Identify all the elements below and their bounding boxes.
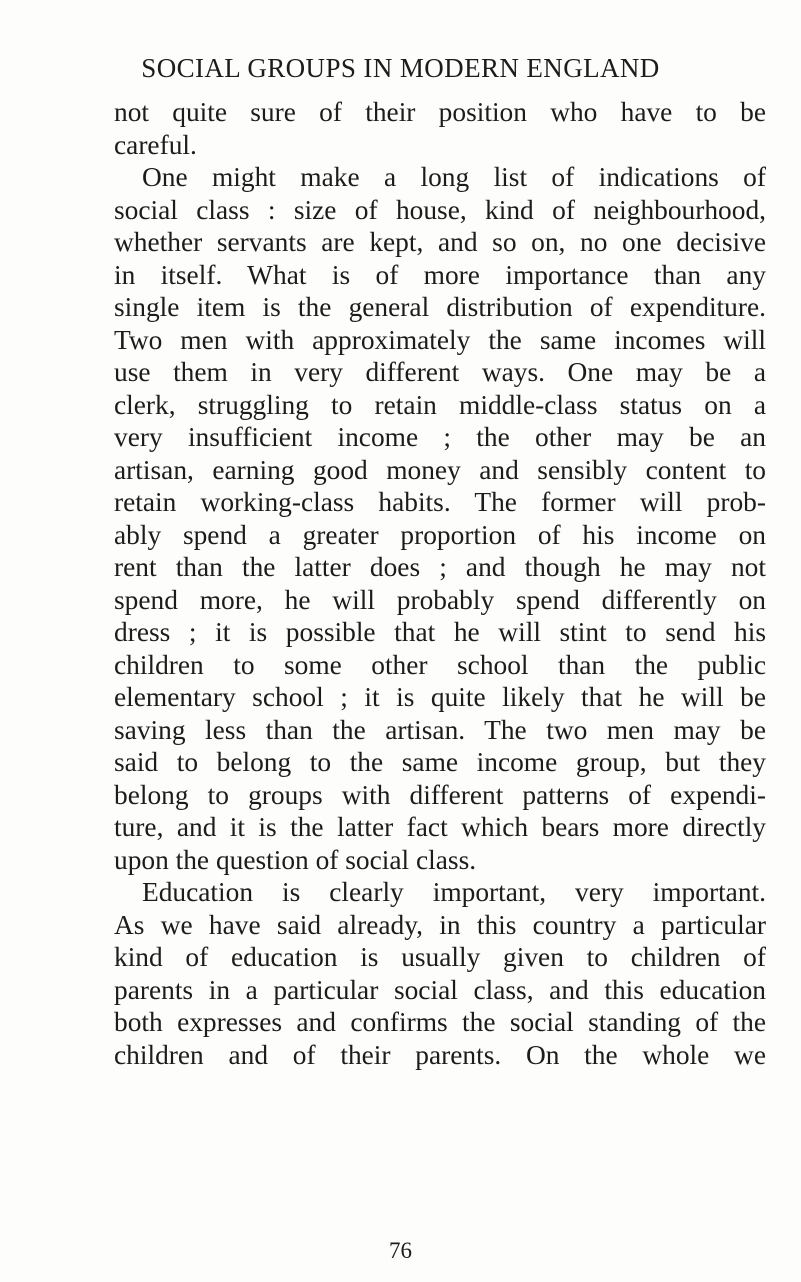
text-line: not quite sure of their position who have to be [114, 97, 766, 127]
text-line: ture, and it is the latter fact which bears more directly [114, 812, 766, 842]
text-line: belong to groups with different patterns of expendi- [114, 779, 766, 810]
text-line: children and of their parents. On the whole we [114, 1039, 766, 1070]
text-line: Two men with approximately the same incomes will [114, 324, 766, 355]
text-line: whether servants are kept, and so on, no one decisive [114, 227, 766, 257]
text-line: social class : size of house, kind of neighbourhood, [114, 194, 766, 225]
text-line: One might make a long list of indications of [142, 162, 766, 192]
text-line: careful. [114, 129, 197, 160]
text-line: dress ; it is possible that he will stint to send his [114, 617, 766, 647]
text-line: parents in a particular social class, and this education [114, 974, 766, 1005]
text-line: retain working-class habits. The former will prob- [114, 487, 766, 517]
text-line: rent than the latter does ; and though he may not [114, 552, 766, 582]
body-text [114, 96, 766, 1071]
text-line: spend more, he will probably spend differently on [114, 584, 766, 615]
text-line: very insufficient income ; the other may be an [114, 422, 766, 452]
text-line: As we have said already, in this country a particular [114, 909, 766, 940]
text-line: Education is clearly important, very important. [142, 877, 766, 907]
text-line: upon the question of social class. [114, 844, 477, 875]
text-line: children to some other school than the public [114, 649, 766, 680]
text-line: saving less than the artisan. The two men may be [114, 714, 766, 745]
text-line: elementary school ; it is quite likely that he will be [114, 682, 766, 712]
text-line: in itself. What is of more importance than any [114, 259, 766, 290]
text-line: use them in very different ways. One may be a [114, 357, 766, 387]
text-line: said to belong to the same income group, but they [114, 747, 766, 777]
text-line: both expresses and confirms the social standing of the [114, 1007, 766, 1037]
text-line: ably spend a greater proportion of his income on [114, 519, 766, 550]
text-line: artisan, earning good money and sensibly content to [114, 454, 766, 485]
page-number: 76 [389, 1238, 412, 1263]
running-head: SOCIAL GROUPS IN MODERN ENGLAND [141, 53, 660, 83]
text-line: single item is the general distribution of expenditure. [114, 292, 766, 322]
text-line: clerk, struggling to retain middle-class status on a [114, 389, 766, 420]
text-line: kind of education is usually given to children of [114, 942, 766, 972]
